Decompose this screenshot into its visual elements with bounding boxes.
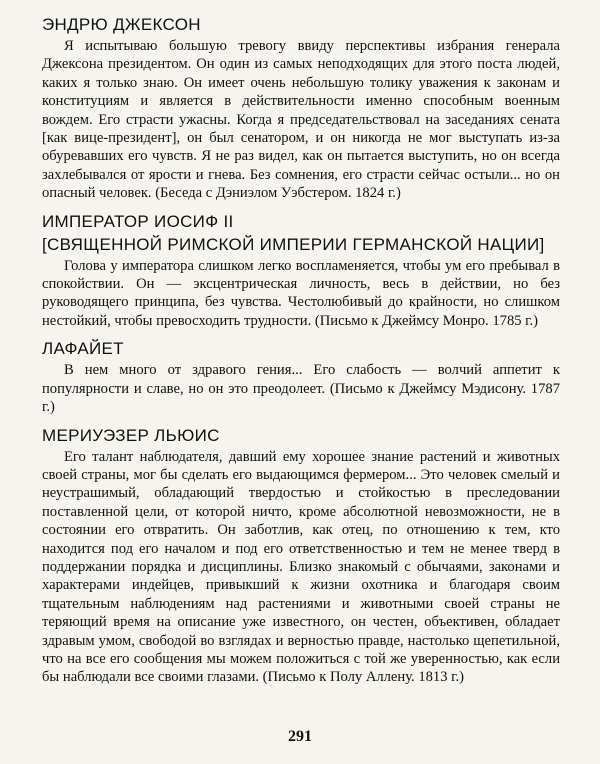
section-text: Его талант наблюдателя, давший ему хорошее знание растений и животных своей страны, мог бы сделать его выдающимся фермером... Это человек смелый и неустрашимый, обладающий твердостью и стойкостью в преследовании поставленной цели, от которой ничто, кроме абсолютной невозможности, не в состоянии его отвратить. Он заботлив, как отец, по отношению к тем, кто находится под его началом и под его ответственностью и тем не менее тверд в поддержании порядка и дисциплины. Близко знакомый с обычаями, законами и характерами индейцев, привыкший к жизни охотника и благодаря своим тщательным наблюдениям над растениями и животными своей страны не теряющий время на описание уже известного, он честен, объективен, обладает здравым умом, свободой во взглядах и верностью правде, настолько щепетильной, что на все его сообщения мы можем положиться с той же уверенностью, как если бы наблюдали все своими глазами. (Письмо к Полу Аллену. 1813 г.) [42,448,560,686]
section-heading: ИМПЕРАТОР ИОСИФ II [42,211,234,231]
section-emperor-joseph [42,211,560,331]
section-text: Я испытываю большую тревогу ввиду перспективы избрания генерала Джексона президентом. Он один из самых неподходящих для этого поста людей, каких я только знаю. Он имеет очень небольшую толику уважения к законам и конституциям и является в действительности именно способным военным вождем. Его страсти ужасны. Когда я председательствовал на заседаниях сената [как вице-президент], он был сенатором, и он никогда не мог выступать из-за обуревавших его чувств. Я не раз видел, как он пытается выступить, но он всегда захлебывался от ярости и гнева. Без сомнения, его страсти сейчас остыли... но он опасный человек. (Беседа с Дэниэлом Уэбстером. 1824 г.) [42,38,560,202]
page-number: 291 [288,728,312,745]
section-subheading: [СВЯЩЕННОЙ РИМСКОЙ ИМПЕРИИ ГЕРМАНСКОЙ НАЦИИ] [42,234,545,254]
section-heading: ЭНДРЮ ДЖЕКСОН [42,15,201,34]
section-heading: МЕРИУЭЗЕР ЛЬЮИС [42,425,220,445]
section-text: Голова у императора слишком легко воспламеняется, чтобы ум его пребывал в спокойствии. Он — эксцентрическая личность, весь в действии, но без руководящего принципа, без чувства. Честолюбивый до крайности, но слишком нестойкий, чтобы превосходить трудности. (Письмо к Джеймсу Монро. 1785 г.) [42,257,560,329]
section-heading: ЛАФАЙЕТ [42,339,124,359]
section-text: В нем много от здравого гения... Его слабость — волчий аппетит к популярности и славе, но он это преодолеет. (Письмо к Джеймсу Мэдисону. 1787 г.) [42,362,560,416]
section-meriwether-lewis [42,425,560,687]
section-lafayette [42,338,560,416]
section-andrew-jackson [42,14,560,203]
